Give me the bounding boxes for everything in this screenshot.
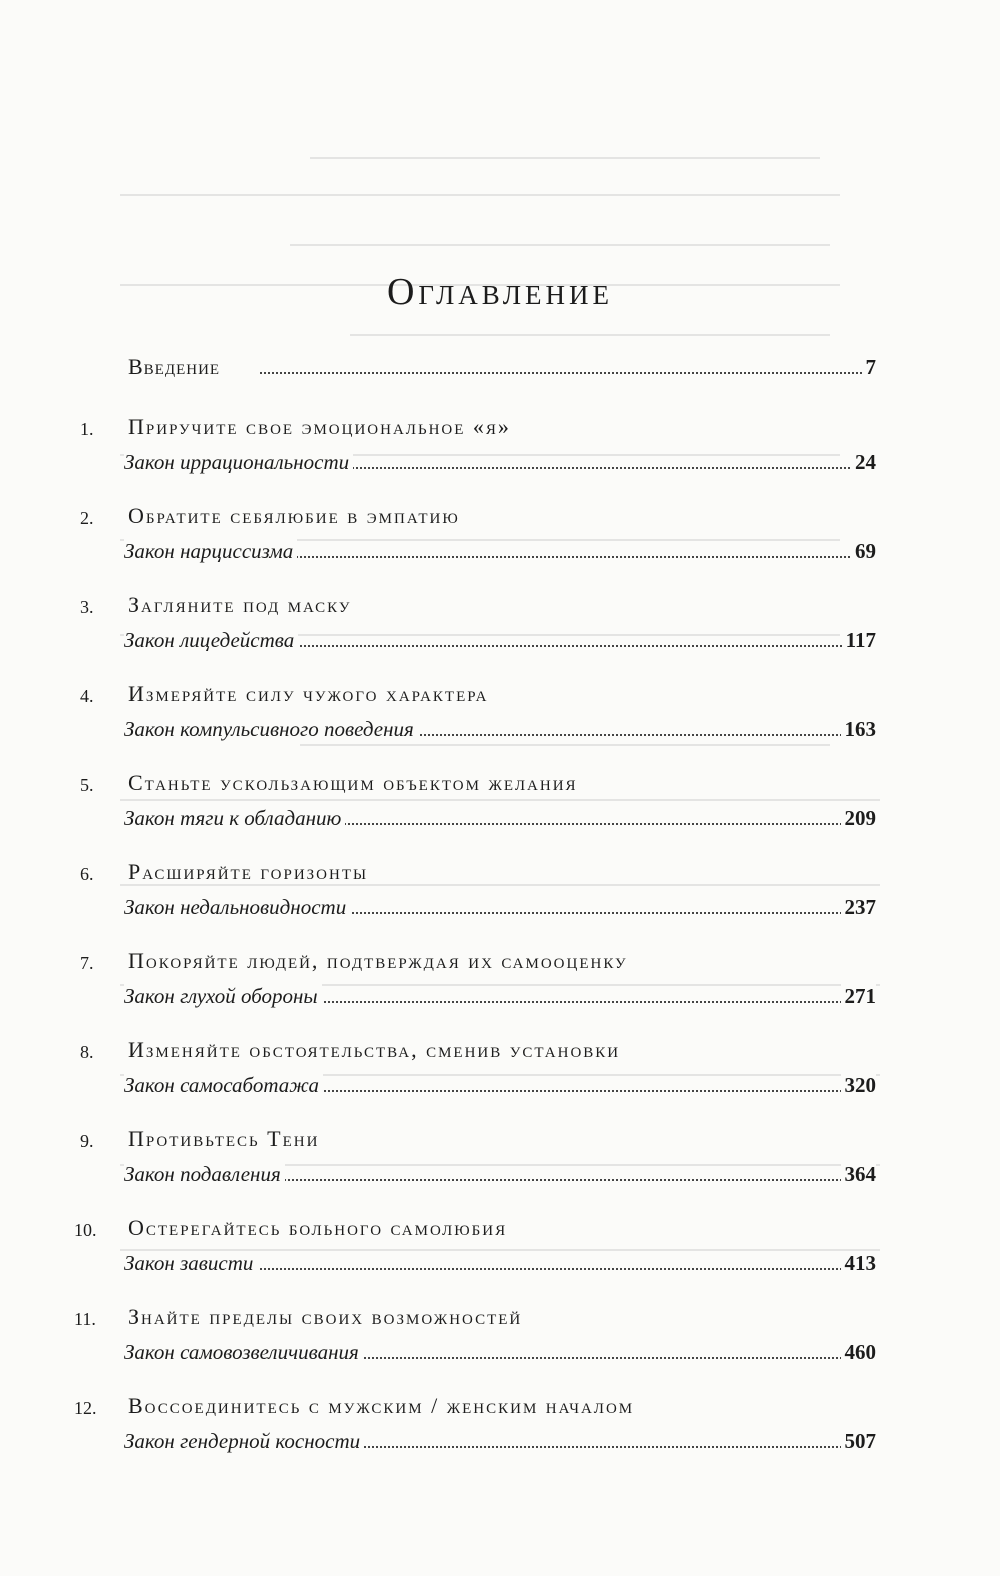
chapter-law: Закон нарциссизма [124,539,297,564]
dot-leader [260,1268,870,1270]
page-number: 320 [841,1073,877,1098]
chapter-law-row[interactable] [0,619,1000,659]
chapter-title: Знайте пределы своих возможностей [128,1304,523,1329]
page-number: 163 [841,717,877,742]
dot-leader [260,823,870,825]
chapter-law: Закон иррациональности [124,450,353,475]
chapter-number: 5. [80,775,94,795]
chapter-law: Закон компульсивного поведения [124,717,418,742]
chapter-law-row[interactable] [0,441,1000,481]
chapter-title: Станьте ускользающим объектом желания [128,770,578,795]
chapter-title-row[interactable] [0,495,1000,535]
chapter-law-row[interactable] [0,708,1000,748]
chapter-title: Расширяйте горизонты [128,859,369,884]
chapter-title: Остерегайтесь больного самолюбия [128,1215,508,1240]
chapter-title: Противьтесь Тени [128,1126,320,1151]
chapter-law-row[interactable] [0,1331,1000,1371]
chapter-law: Закон лицедейства [124,628,298,653]
chapter-law-row[interactable] [0,886,1000,926]
chapter-title: Измеряйте силу чужого характера [128,681,489,706]
dot-leader [260,372,870,374]
page-title: Оглавление [386,271,614,313]
chapter-law-row[interactable] [0,1420,1000,1460]
page-number: 507 [841,1429,877,1454]
dot-leader [260,1001,870,1003]
chapter-title: Воссоединитесь с мужским / женским началом [128,1393,635,1418]
chapter-law-row[interactable] [0,1242,1000,1282]
chapter-title-row[interactable] [0,1118,1000,1158]
chapter-law: Закон зависти [124,1251,257,1276]
page-number: 69 [851,539,876,564]
dot-leader [260,556,870,558]
chapter-number: 3. [80,597,94,617]
chapter-law-row[interactable] [0,975,1000,1015]
page-number: 24 [851,450,876,475]
chapter-title-row[interactable] [0,406,1000,446]
intro-label: Введение [128,354,226,380]
chapter-number: 12. [74,1398,97,1418]
chapter-title: Обратите себялюбие в эмпатию [128,503,460,528]
chapter-title-row[interactable] [0,1296,1000,1336]
chapter-law-row[interactable] [0,1064,1000,1104]
dot-leader [260,912,870,914]
chapter-title: Покоряйте людей, подтверждая их самооценку [128,948,628,973]
page-number: 271 [841,984,877,1009]
chapter-title: Приручите свое эмоциональное «я» [128,414,511,439]
dot-leader [260,645,870,647]
page-number: 237 [841,895,877,920]
chapter-law-row[interactable] [0,1153,1000,1193]
chapter-number: 10. [74,1220,97,1240]
chapter-law: Закон недальновидности [124,895,350,920]
page-number: 460 [841,1340,877,1365]
chapter-number: 4. [80,686,94,706]
page-number: 7 [862,355,877,380]
chapter-title-row[interactable] [0,584,1000,624]
chapter-number: 9. [80,1131,94,1151]
chapter-title-row[interactable] [0,673,1000,713]
chapter-law-row[interactable] [0,530,1000,570]
chapter-title-row[interactable] [0,1029,1000,1069]
chapter-number: 2. [80,508,94,528]
chapter-number: 1. [80,419,94,439]
toc-intro-row[interactable] [0,346,1000,386]
chapter-title: Изменяйте обстоятельства, сменив установки [128,1037,621,1062]
chapter-title-row[interactable] [0,940,1000,980]
chapter-law: Закон подавления [124,1162,285,1187]
chapter-law: Закон гендерной косности [124,1429,364,1454]
chapter-number: 11. [74,1309,96,1329]
page-number: 413 [841,1251,877,1276]
chapter-number: 6. [80,864,94,884]
chapter-title: Загляните под маску [128,592,352,617]
chapter-number: 7. [80,953,94,973]
page-number: 209 [841,806,877,831]
dot-leader [260,1179,870,1181]
chapter-number: 8. [80,1042,94,1062]
chapter-law-row[interactable] [0,797,1000,837]
chapter-law: Закон самосаботажа [124,1073,323,1098]
page-number: 117 [842,628,876,653]
chapter-title-row[interactable] [0,1385,1000,1425]
chapter-title-row[interactable] [0,1207,1000,1247]
dot-leader [260,1090,870,1092]
chapter-title-row[interactable] [0,762,1000,802]
chapter-law: Закон глухой обороны [124,984,322,1009]
page-number: 364 [841,1162,877,1187]
chapter-law: Закон самовозвеличивания [124,1340,363,1365]
chapter-title-row[interactable] [0,851,1000,891]
chapter-law: Закон тяги к обладанию [124,806,345,831]
